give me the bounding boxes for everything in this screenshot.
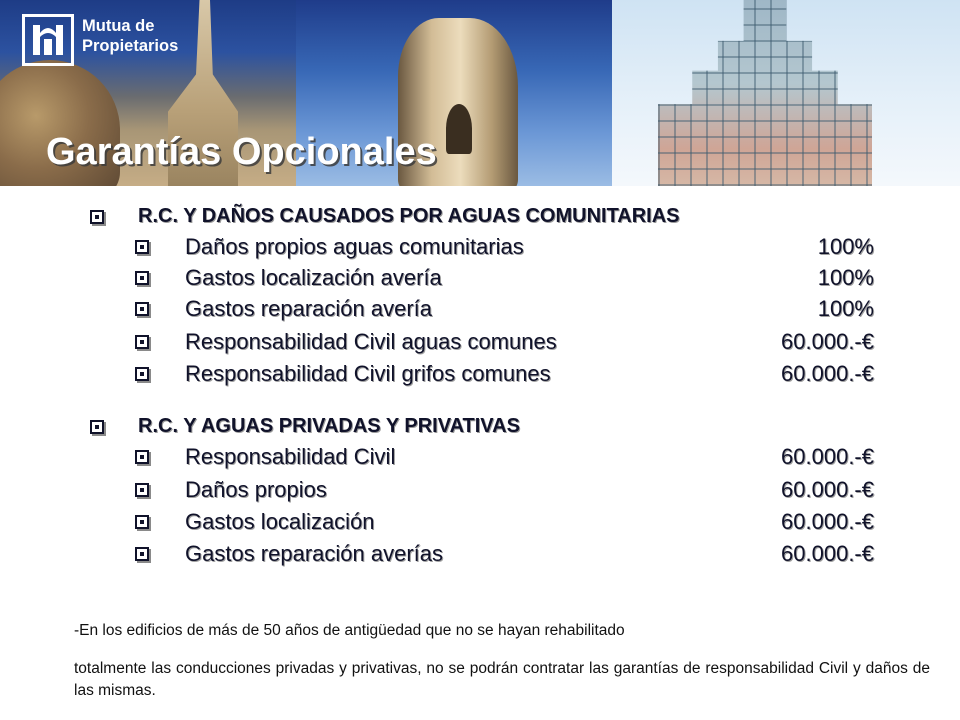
checkbox-bullet-icon	[135, 240, 149, 254]
item-value: 100%	[817, 296, 874, 321]
section-heading-2	[90, 415, 520, 438]
item-label: Daños propios	[185, 477, 327, 502]
building-logo-icon	[31, 21, 65, 59]
banner-photo-tower	[612, 0, 960, 186]
checkbox-bullet-icon	[135, 335, 149, 349]
item-label: Responsabilidad Civil aguas comunes	[185, 329, 557, 354]
item-value: 100%	[817, 265, 874, 290]
item-label: Gastos reparación avería	[185, 296, 433, 321]
item-label: Gastos localización avería	[185, 265, 442, 290]
item-label: Gastos reparación averías	[185, 541, 444, 566]
item-value: 60.000.-€	[781, 329, 874, 354]
header-banner	[0, 0, 960, 186]
checkbox-bullet-icon	[135, 271, 149, 285]
company-name-line1: Mutua de	[82, 17, 155, 35]
section-heading-text: R.C. Y DAÑOS CAUSADOS POR AGUAS COMUNITARIAS	[138, 205, 680, 227]
company-name	[82, 16, 232, 56]
checkbox-bullet-icon	[135, 302, 149, 316]
slide-title: Garantías Opcionales	[46, 131, 437, 173]
checkbox-bullet-icon	[135, 450, 149, 464]
list-item	[135, 296, 432, 322]
item-value: 60.000.-€	[781, 541, 874, 566]
list-item	[135, 509, 375, 535]
footnote-line-1: -En los edificios de más de 50 años de antigüedad que no se hayan rehabilitado	[74, 622, 625, 639]
checkbox-bullet-icon	[135, 483, 149, 497]
list-item	[135, 329, 557, 355]
checkbox-bullet-icon	[135, 547, 149, 561]
item-value: 60.000.-€	[781, 361, 874, 386]
checkbox-bullet-icon	[90, 210, 104, 224]
item-label: Responsabilidad Civil grifos comunes	[185, 361, 551, 386]
section-heading-text: R.C. Y AGUAS PRIVADAS Y PRIVATIVAS	[138, 415, 520, 437]
item-value: 60.000.-€	[781, 444, 874, 469]
list-item	[135, 265, 442, 291]
list-item	[135, 444, 395, 470]
list-item	[135, 361, 551, 387]
company-name-line2: Propietarios	[82, 37, 179, 55]
item-value: 100%	[817, 234, 874, 259]
checkbox-bullet-icon	[135, 515, 149, 529]
footnote-line-2: totalmente las conducciones privadas y privativas, no se podrán contratar las garantías de responsabilidad Civil y daños de las mismas.	[74, 660, 930, 699]
item-label: Daños propios aguas comunitarias	[185, 234, 524, 259]
item-label: Gastos localización	[185, 509, 375, 534]
item-value: 60.000.-€	[781, 509, 874, 534]
list-item	[135, 541, 443, 567]
checkbox-bullet-icon	[135, 367, 149, 381]
item-label: Responsabilidad Civil	[185, 444, 396, 469]
list-item	[135, 477, 327, 503]
checkbox-bullet-icon	[90, 420, 104, 434]
item-value: 60.000.-€	[781, 477, 874, 502]
company-logo-icon	[22, 14, 74, 66]
section-heading-1	[90, 205, 680, 228]
list-item	[135, 234, 524, 260]
